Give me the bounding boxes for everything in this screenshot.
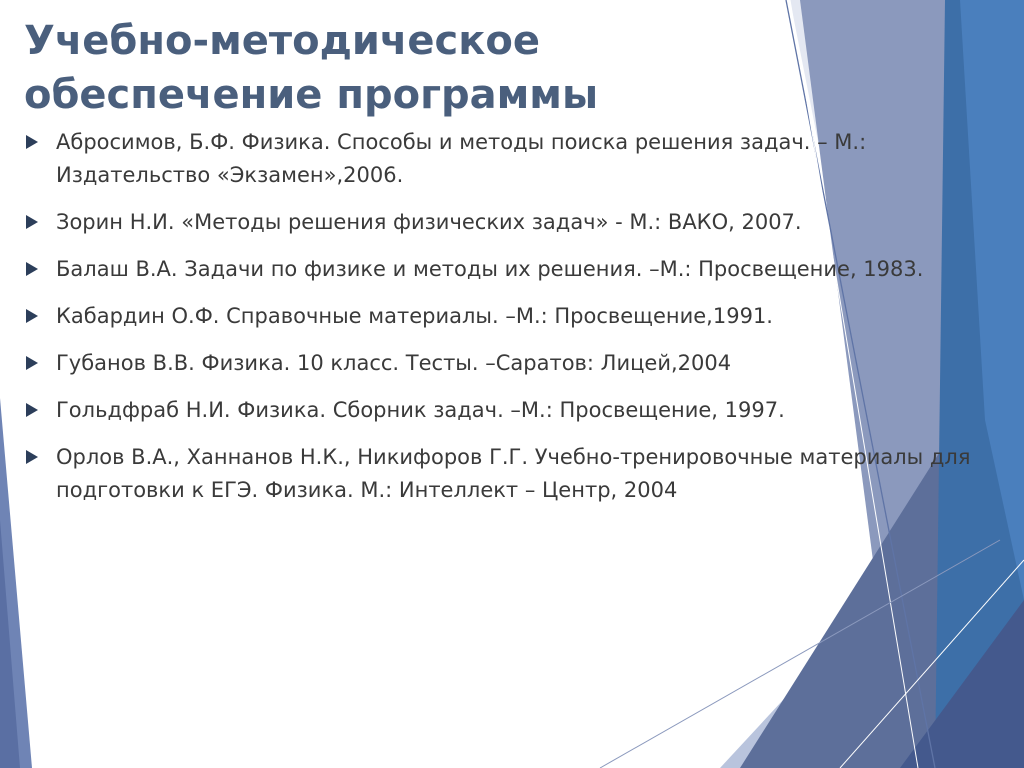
list-item xyxy=(22,206,972,239)
slide-title-line-2: обеспечение программы xyxy=(24,72,599,118)
list-item xyxy=(22,253,972,286)
triangle-bullet-icon xyxy=(26,262,38,276)
list-item xyxy=(22,441,972,507)
triangle-bullet-icon xyxy=(26,403,38,417)
triangle-bullet-icon xyxy=(26,215,38,229)
slide-title xyxy=(24,14,784,122)
list-item xyxy=(22,347,972,380)
slide-title-line-1: Учебно-методическое xyxy=(24,18,540,64)
list-item-text: Абросимов, Б.Ф. Физика. Способы и методы поиска решения задач. – М.: Издательство «Экзамен»,2006. xyxy=(56,130,867,187)
list-item-text: Гольдфраб Н.И. Физика. Сборник задач. –М.: Просвещение, 1997. xyxy=(56,398,785,422)
triangle-bullet-icon xyxy=(26,135,38,149)
list-item-text: Зорин Н.И. «Методы решения физических задач» - М.: ВАКО, 2007. xyxy=(56,210,802,234)
triangle-bullet-icon xyxy=(26,450,38,464)
triangle-bullet-icon xyxy=(26,356,38,370)
triangle-bullet-icon xyxy=(26,309,38,323)
list-item-text: Губанов В.В. Физика. 10 класс. Тесты. –Саратов: Лицей,2004 xyxy=(56,351,732,375)
list-item-text: Кабардин О.Ф. Справочные материалы. –М.: Просвещение,1991. xyxy=(56,304,773,328)
list-item-text: Орлов В.А., Ханнанов Н.К., Никифоров Г.Г. Учебно-тренировочные материалы для подготовки к ЕГЭ. Физика. М.: Интеллект – Центр, 2004 xyxy=(56,445,971,502)
list-item xyxy=(22,126,972,192)
bibliography-list xyxy=(22,126,972,521)
list-item xyxy=(22,300,972,333)
list-item xyxy=(22,394,972,427)
list-item-text: Балаш В.А. Задачи по физике и методы их решения. –М.: Просвещение, 1983. xyxy=(56,257,924,281)
